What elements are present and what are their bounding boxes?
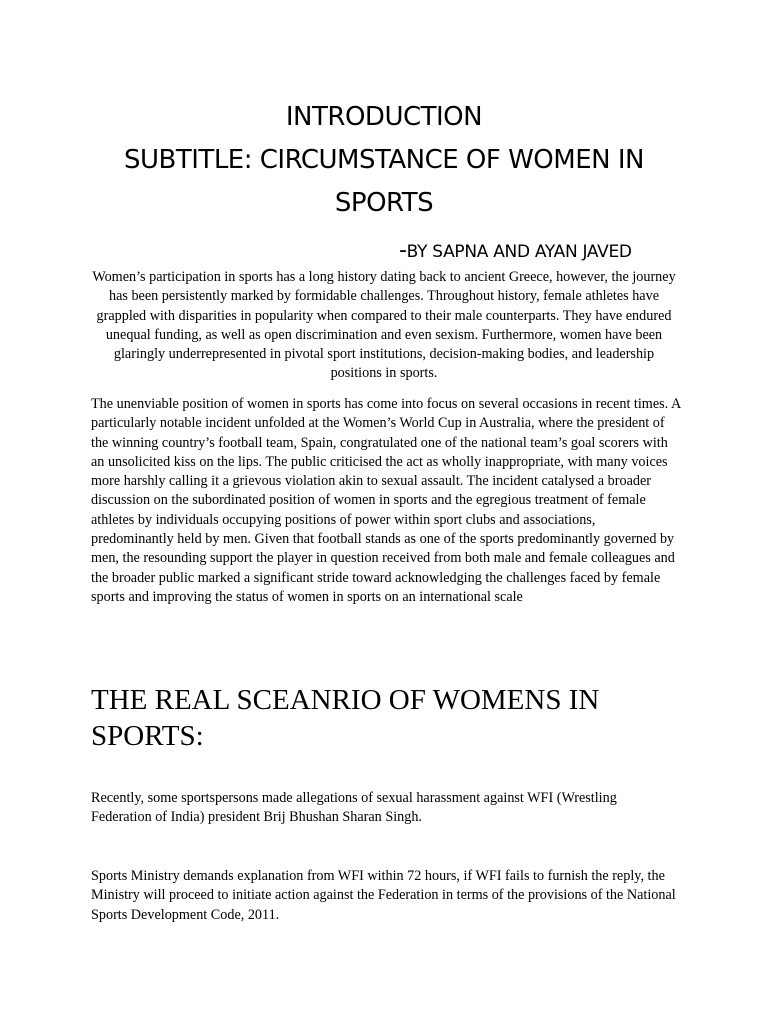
intro-paragraph: Women’s participation in sports has a long history dating back to ancient Greece, however, the journey has been persistently marked by formidable challenges. Throughout history, female athletes have grappled with disparities in popularity when compared to their male counterparts. They have endured unequal funding, as well as open discrimination and even sexism. Furthermore, women have been glaringly underrepresented in pivotal sport institutions, decision-making bodies, and leadership positions in sports.	[92, 269, 676, 382]
section-heading: THE REAL SCEANRIO OF WOMENS IN SPORTS:	[91, 684, 600, 752]
title-block	[0, 96, 768, 225]
byline-dash: -	[399, 238, 407, 263]
section-paragraph-2: Sports Ministry demands explanation from WFI within 72 hours, if WFI fails to furnish the reply, the Ministry will proceed to initiate action against the Federation in terms of the provisions of the National Sports Development Code, 2011.	[91, 868, 676, 923]
author-byline	[399, 238, 632, 265]
body-paragraph-1: The unenviable position of women in sports has come into focus on several occasions in recent times. A particularly notable incident unfolded at the Women’s World Cup in Australia, where the president of the winning country’s football team, Spain, congratulated one of the national team’s goal scorers with an unsolicited kiss on the lips. The public criticised the act as wholly inappropriate, with many voices more harshly calling it a grievous violation akin to sexual assault. The incident catalysed a broader discussion on the subordinated position of women in sports and the egregious treatment of female athletes by individuals occupying positions of power within sport clubs and associations, predominantly held by men. Given that football stands as one of the sports predominantly governed by men, the resounding support the player in question received from both male and female colleagues and the broader public marked a significant stride toward acknowledging the challenges faced by female sports and improving the status of women in sports on an international scale	[91, 396, 681, 605]
page-subtitle-line-2: SPORTS	[334, 188, 434, 218]
byline-text: BY SAPNA AND AYAN JAVED	[406, 242, 632, 262]
page-title: INTRODUCTION	[285, 102, 483, 132]
section-paragraph-1: Recently, some sportspersons made allegations of sexual harassment against WFI (Wrestling Federation of India) president Brij Bhushan Sharan Singh.	[91, 790, 617, 826]
page-subtitle-line-1: SUBTITLE: CIRCUMSTANCE OF WOMEN IN	[124, 145, 644, 175]
